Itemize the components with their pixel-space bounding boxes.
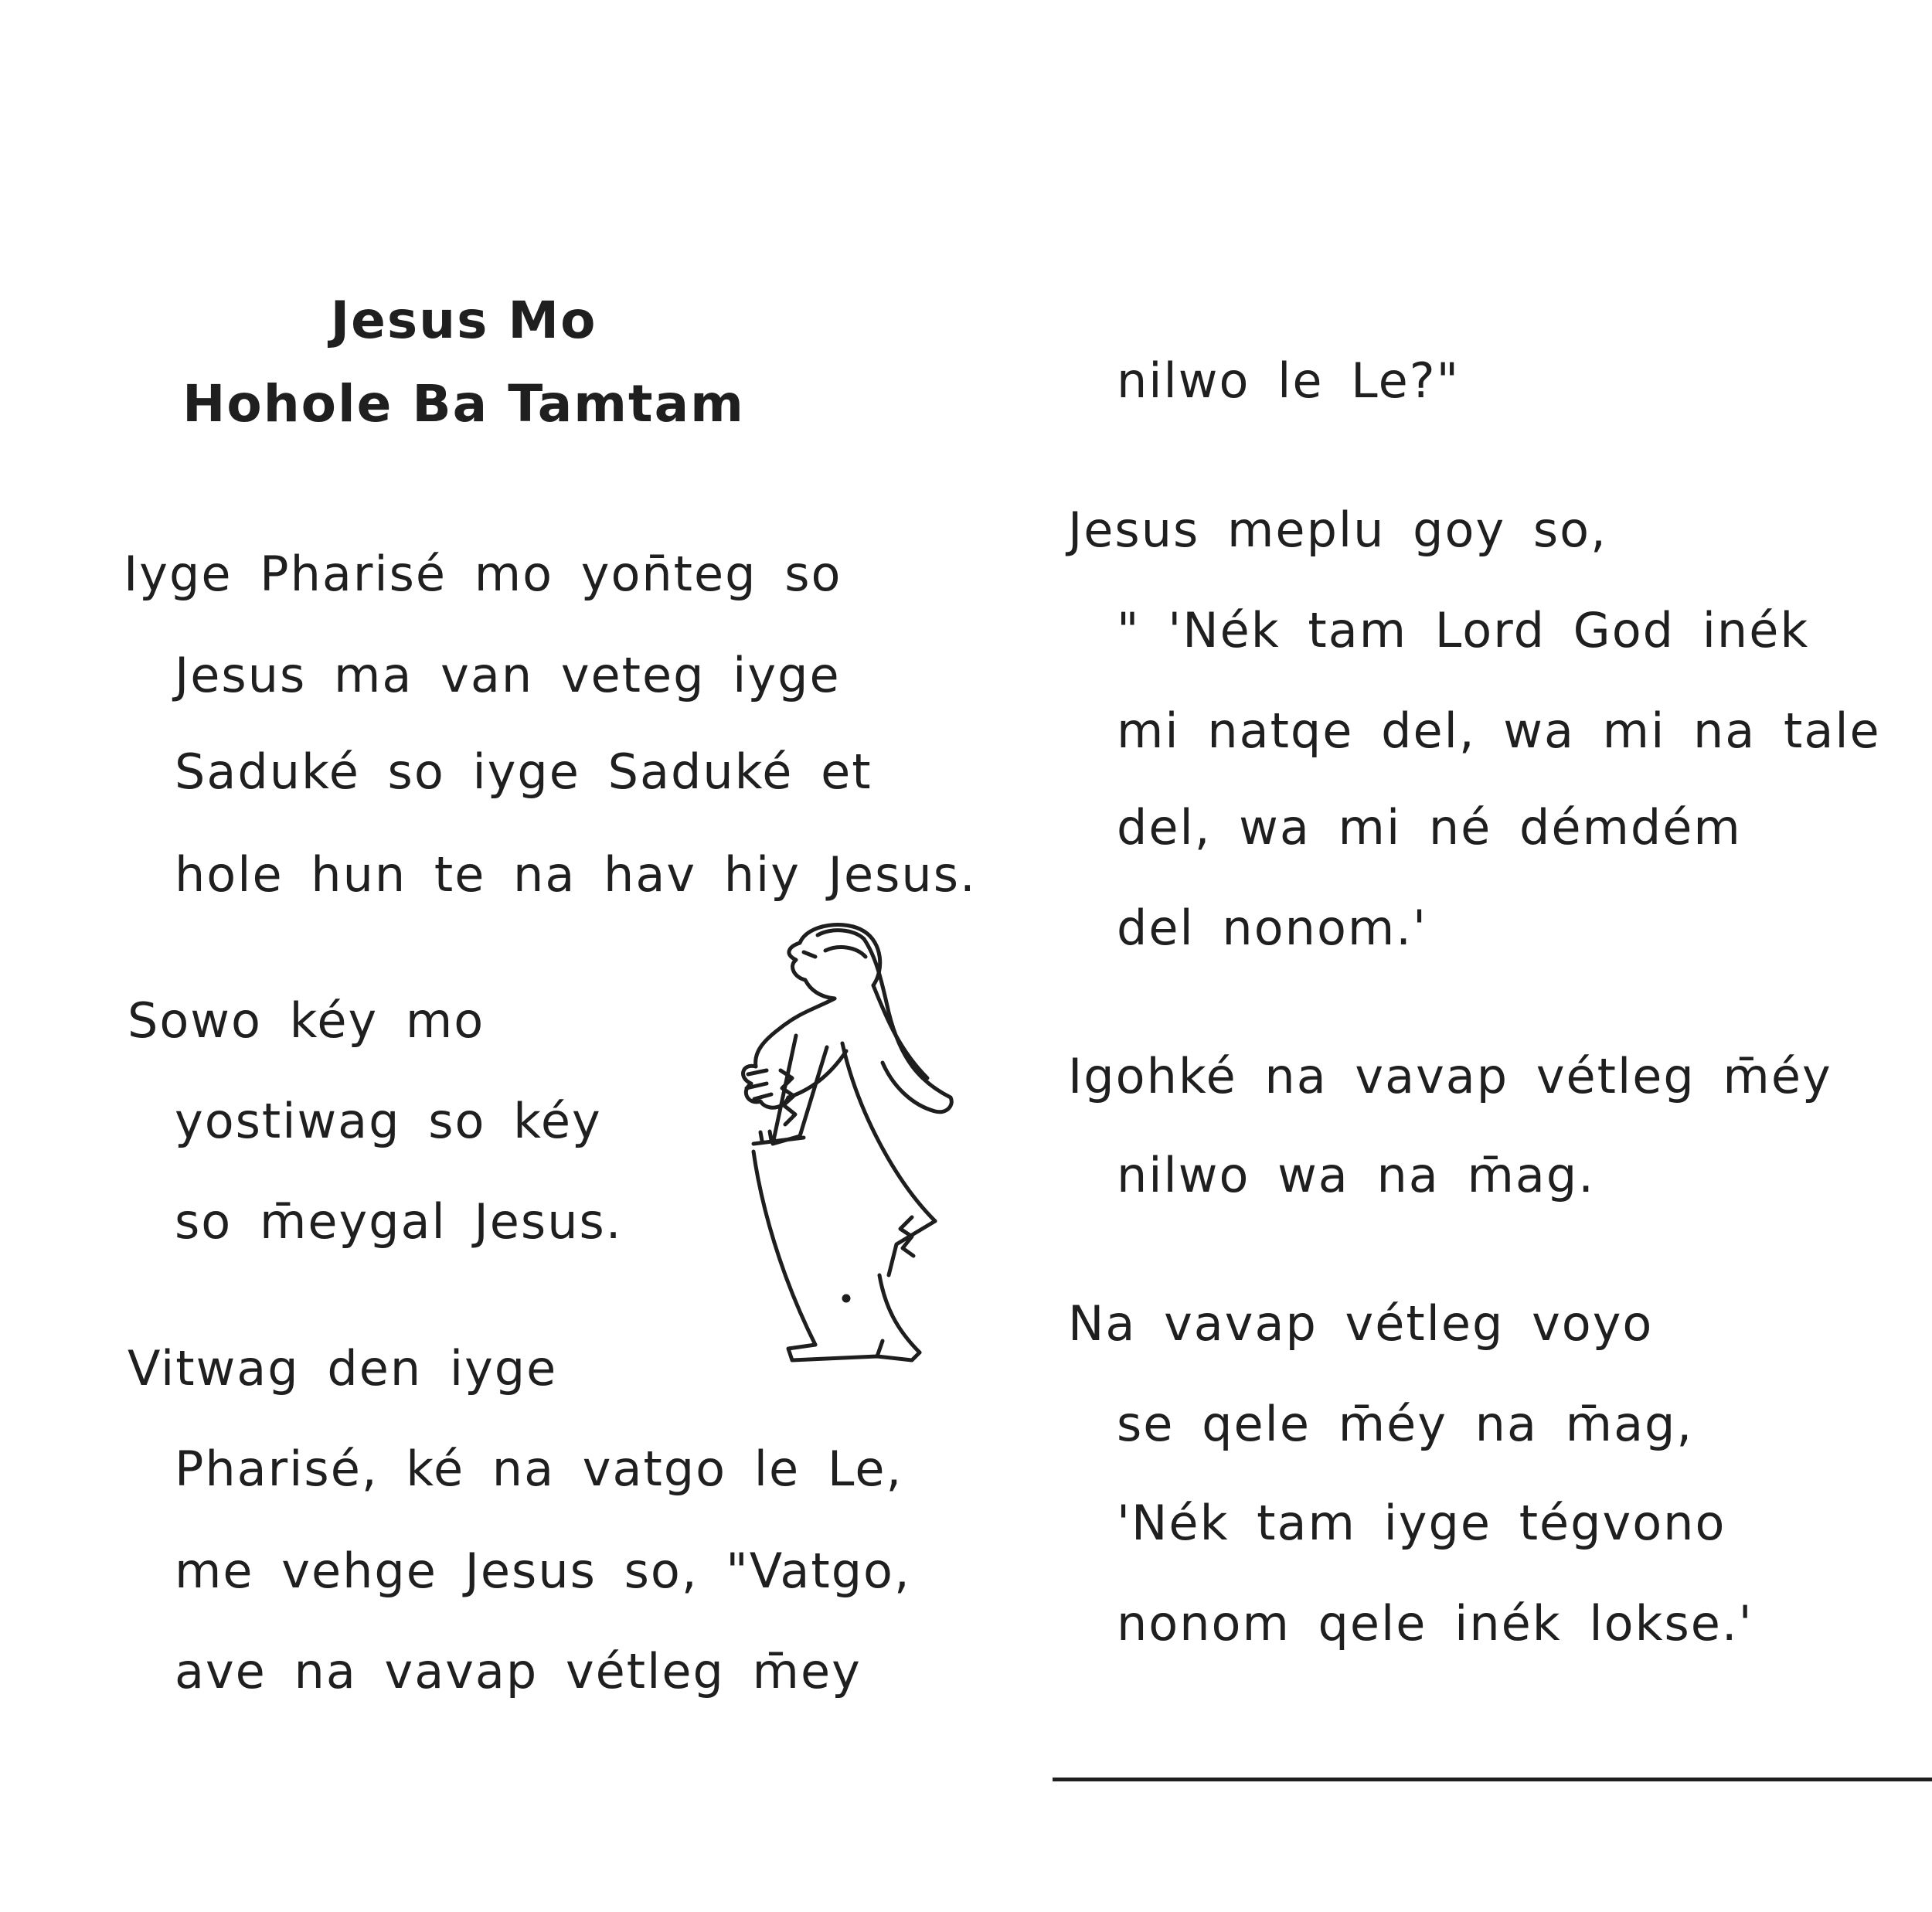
left-line-5: Sowo kéy mo bbox=[128, 992, 485, 1049]
right-line-1: nilwo le Le?" bbox=[1117, 352, 1461, 409]
left-line-1: Iyge Pharisé mo yon̄teg so bbox=[124, 546, 842, 602]
left-line-8: Vitwag den iyge bbox=[128, 1340, 558, 1397]
left-line-11: ave na vavap vétleg m̄ey bbox=[175, 1643, 862, 1699]
right-line-6: del nonom.' bbox=[1117, 900, 1428, 956]
right-line-2: Jesus meplu goy so, bbox=[1068, 502, 1607, 558]
right-line-8: nilwo wa na m̄ag. bbox=[1117, 1147, 1595, 1203]
left-line-4: hole hun te na hav hiy Jesus. bbox=[175, 846, 977, 903]
right-line-10: se qele m̄éy na m̄ag, bbox=[1117, 1396, 1694, 1452]
title-line-2: Hohole Ba Tamtam bbox=[182, 374, 745, 434]
left-line-7: so m̄eygal Jesus. bbox=[175, 1193, 623, 1250]
section-divider bbox=[1053, 1778, 1932, 1781]
right-line-9: Na vavap vétleg voyo bbox=[1068, 1295, 1654, 1352]
right-line-5: del, wa mi né démdém bbox=[1117, 799, 1742, 856]
right-line-11: 'Nék tam iyge tégvono bbox=[1117, 1495, 1726, 1551]
right-line-3: " 'Nék tam Lord God inék bbox=[1117, 602, 1810, 658]
left-line-3: Saduké so iyge Saduké et bbox=[175, 743, 872, 800]
figure-praying-icon bbox=[680, 912, 989, 1391]
title-line-1: Jesus Mo bbox=[330, 291, 597, 350]
right-line-12: nonom qele inék lokse.' bbox=[1117, 1595, 1753, 1652]
left-line-10: me vehge Jesus so, "Vatgo, bbox=[175, 1543, 911, 1599]
right-line-7: Igohké na vavap vétleg m̄éy bbox=[1068, 1048, 1832, 1104]
right-line-4: mi natqe del, wa mi na tale bbox=[1117, 703, 1881, 759]
left-line-6: yostiwag so kéy bbox=[175, 1093, 602, 1149]
left-line-9: Pharisé, ké na vatgo le Le, bbox=[175, 1441, 903, 1497]
left-line-2: Jesus ma van veteg iyge bbox=[175, 647, 841, 703]
